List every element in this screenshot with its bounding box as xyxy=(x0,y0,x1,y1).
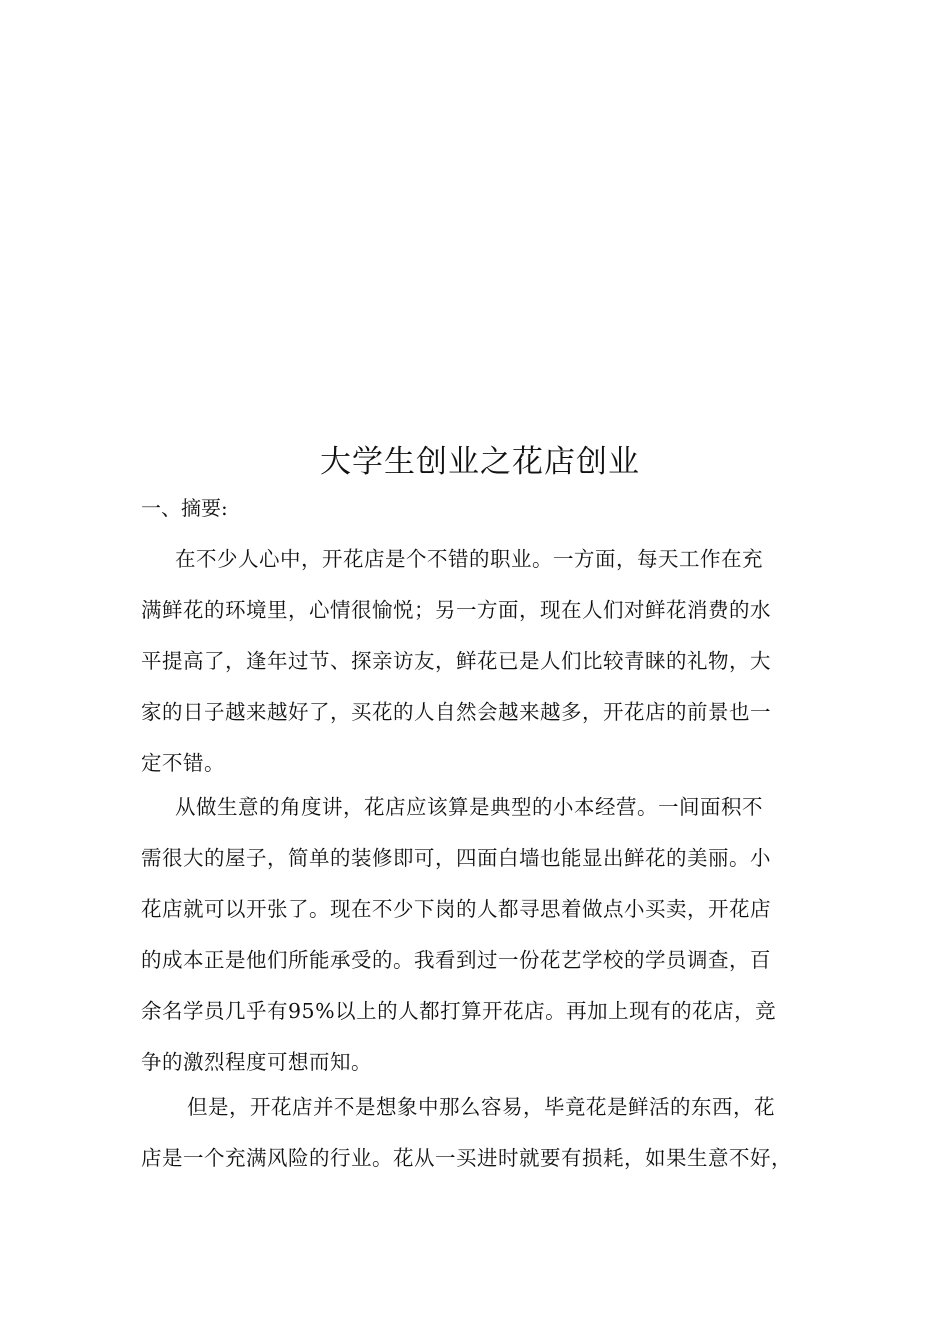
section-heading-abstract: 一、摘要: xyxy=(141,496,228,520)
paragraph-line: 家的日子越来越好了，买花的人自然会越来越多，开花店的前景也一 xyxy=(141,700,771,724)
paragraph-line: 争的激烈程度可想而知。 xyxy=(141,1050,372,1074)
paragraph-line: 满鲜花的环境里，心情很愉悦；另一方面，现在人们对鲜花消费的水 xyxy=(141,598,771,622)
paragraph-line: 但是，开花店并不是想象中那么容易，毕竟花是鲜活的东西，花 xyxy=(187,1095,775,1119)
paragraph-line: 定不错。 xyxy=(141,751,225,775)
paragraph-line: 余名学员几乎有95%以上的人都打算开花店。再加上现有的花店，竞 xyxy=(141,999,777,1023)
document-title: 大学生创业之花店创业 xyxy=(320,444,640,480)
paragraph-line: 的成本正是他们所能承受的。我看到过一份花艺学校的学员调查，百 xyxy=(141,948,771,972)
paragraph-line: 从做生意的角度讲，花店应该算是典型的小本经营。一间面积不 xyxy=(175,795,763,819)
paragraph-line: 需很大的屋子，简单的装修即可，四面白墙也能显出鲜花的美丽。小 xyxy=(141,846,771,870)
paragraph-line: 店是一个充满风险的行业。花从一买进时就要有损耗，如果生意不好， xyxy=(141,1146,792,1170)
paragraph-line: 平提高了，逢年过节、探亲访友，鲜花已是人们比较青睐的礼物，大 xyxy=(141,649,771,673)
paragraph-line: 花店就可以开张了。现在不少下岗的人都寻思着做点小买卖，开花店 xyxy=(141,897,771,921)
paragraph-line: 在不少人心中，开花店是个不错的职业。一方面，每天工作在充 xyxy=(175,547,763,571)
